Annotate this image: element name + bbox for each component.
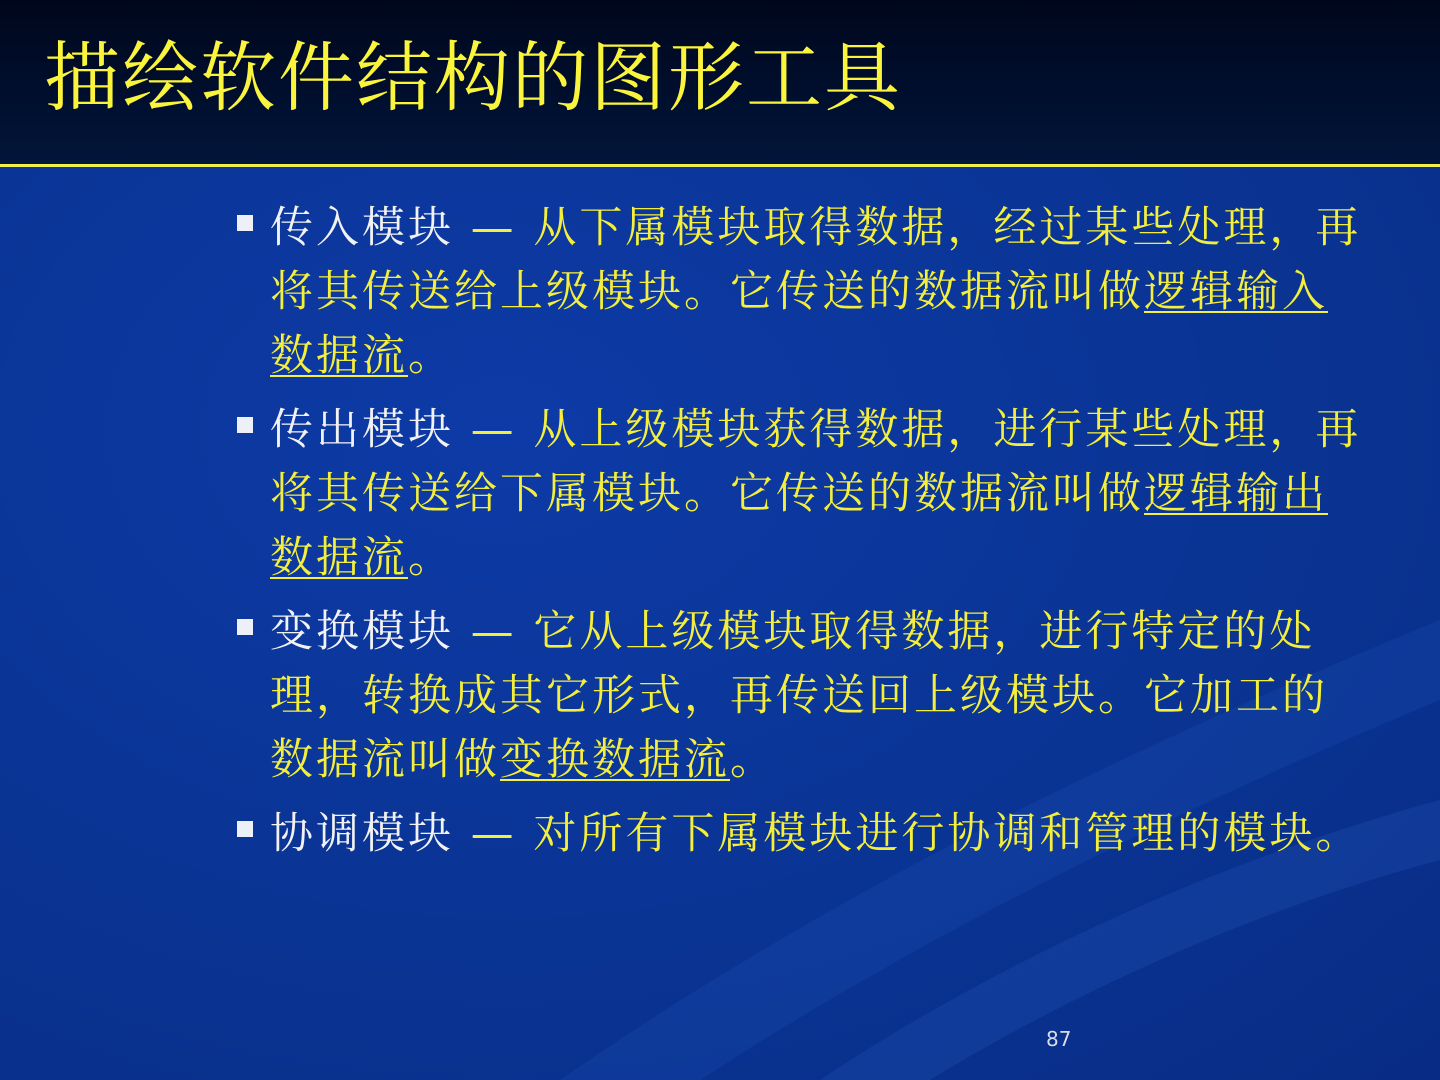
bullet-dash: — (454, 809, 534, 859)
bullet-term: 变换模块 (270, 607, 454, 657)
bullet-end: 。 (730, 735, 776, 785)
square-bullet-icon (237, 821, 253, 837)
bullet-text: 它从上级模块取得数据，进行特定的处理，转换成其它形式，再传送回上级模块。它加工的数据流叫做 (270, 607, 1328, 785)
bullet-item (233, 802, 1363, 866)
title-divider (0, 164, 1440, 167)
bullet-highlight: 逻辑输出数据流 (270, 469, 1328, 583)
bullet-highlight: 变换数据流 (500, 735, 730, 785)
square-bullet-icon (237, 215, 253, 231)
bullet-end: 。 (1315, 809, 1362, 859)
bullet-list (233, 196, 1363, 876)
bullet-text: 从下属模块取得数据，经过某些处理，再将其传送给上级模块。它传送的数据流叫做 (270, 203, 1362, 317)
bullet-term: 协调模块 (270, 809, 454, 859)
slide-title: 描绘软件结构的图形工具 (44, 33, 902, 122)
bullet-text: 从上级模块获得数据，进行某些处理，再将其传送给下属模块。它传送的数据流叫做 (270, 405, 1362, 519)
bullet-item (233, 600, 1363, 792)
bullet-end: 。 (408, 331, 454, 381)
bullet-item (233, 398, 1363, 590)
bullet-dash: — (454, 607, 534, 657)
square-bullet-icon (237, 417, 253, 433)
bullet-text: 对所有下属模块进行协调和管理的模块 (533, 809, 1316, 859)
bullet-term: 传入模块 (270, 203, 454, 253)
page-number: 87 (1046, 1027, 1072, 1051)
bullet-dash: — (454, 405, 534, 455)
bullet-highlight: 逻辑输入数据流 (270, 267, 1328, 381)
bullet-item (233, 196, 1363, 388)
square-bullet-icon (237, 619, 253, 635)
bullet-dash: — (454, 203, 534, 253)
bullet-end: 。 (408, 533, 454, 583)
bullet-term: 传出模块 (270, 405, 454, 455)
